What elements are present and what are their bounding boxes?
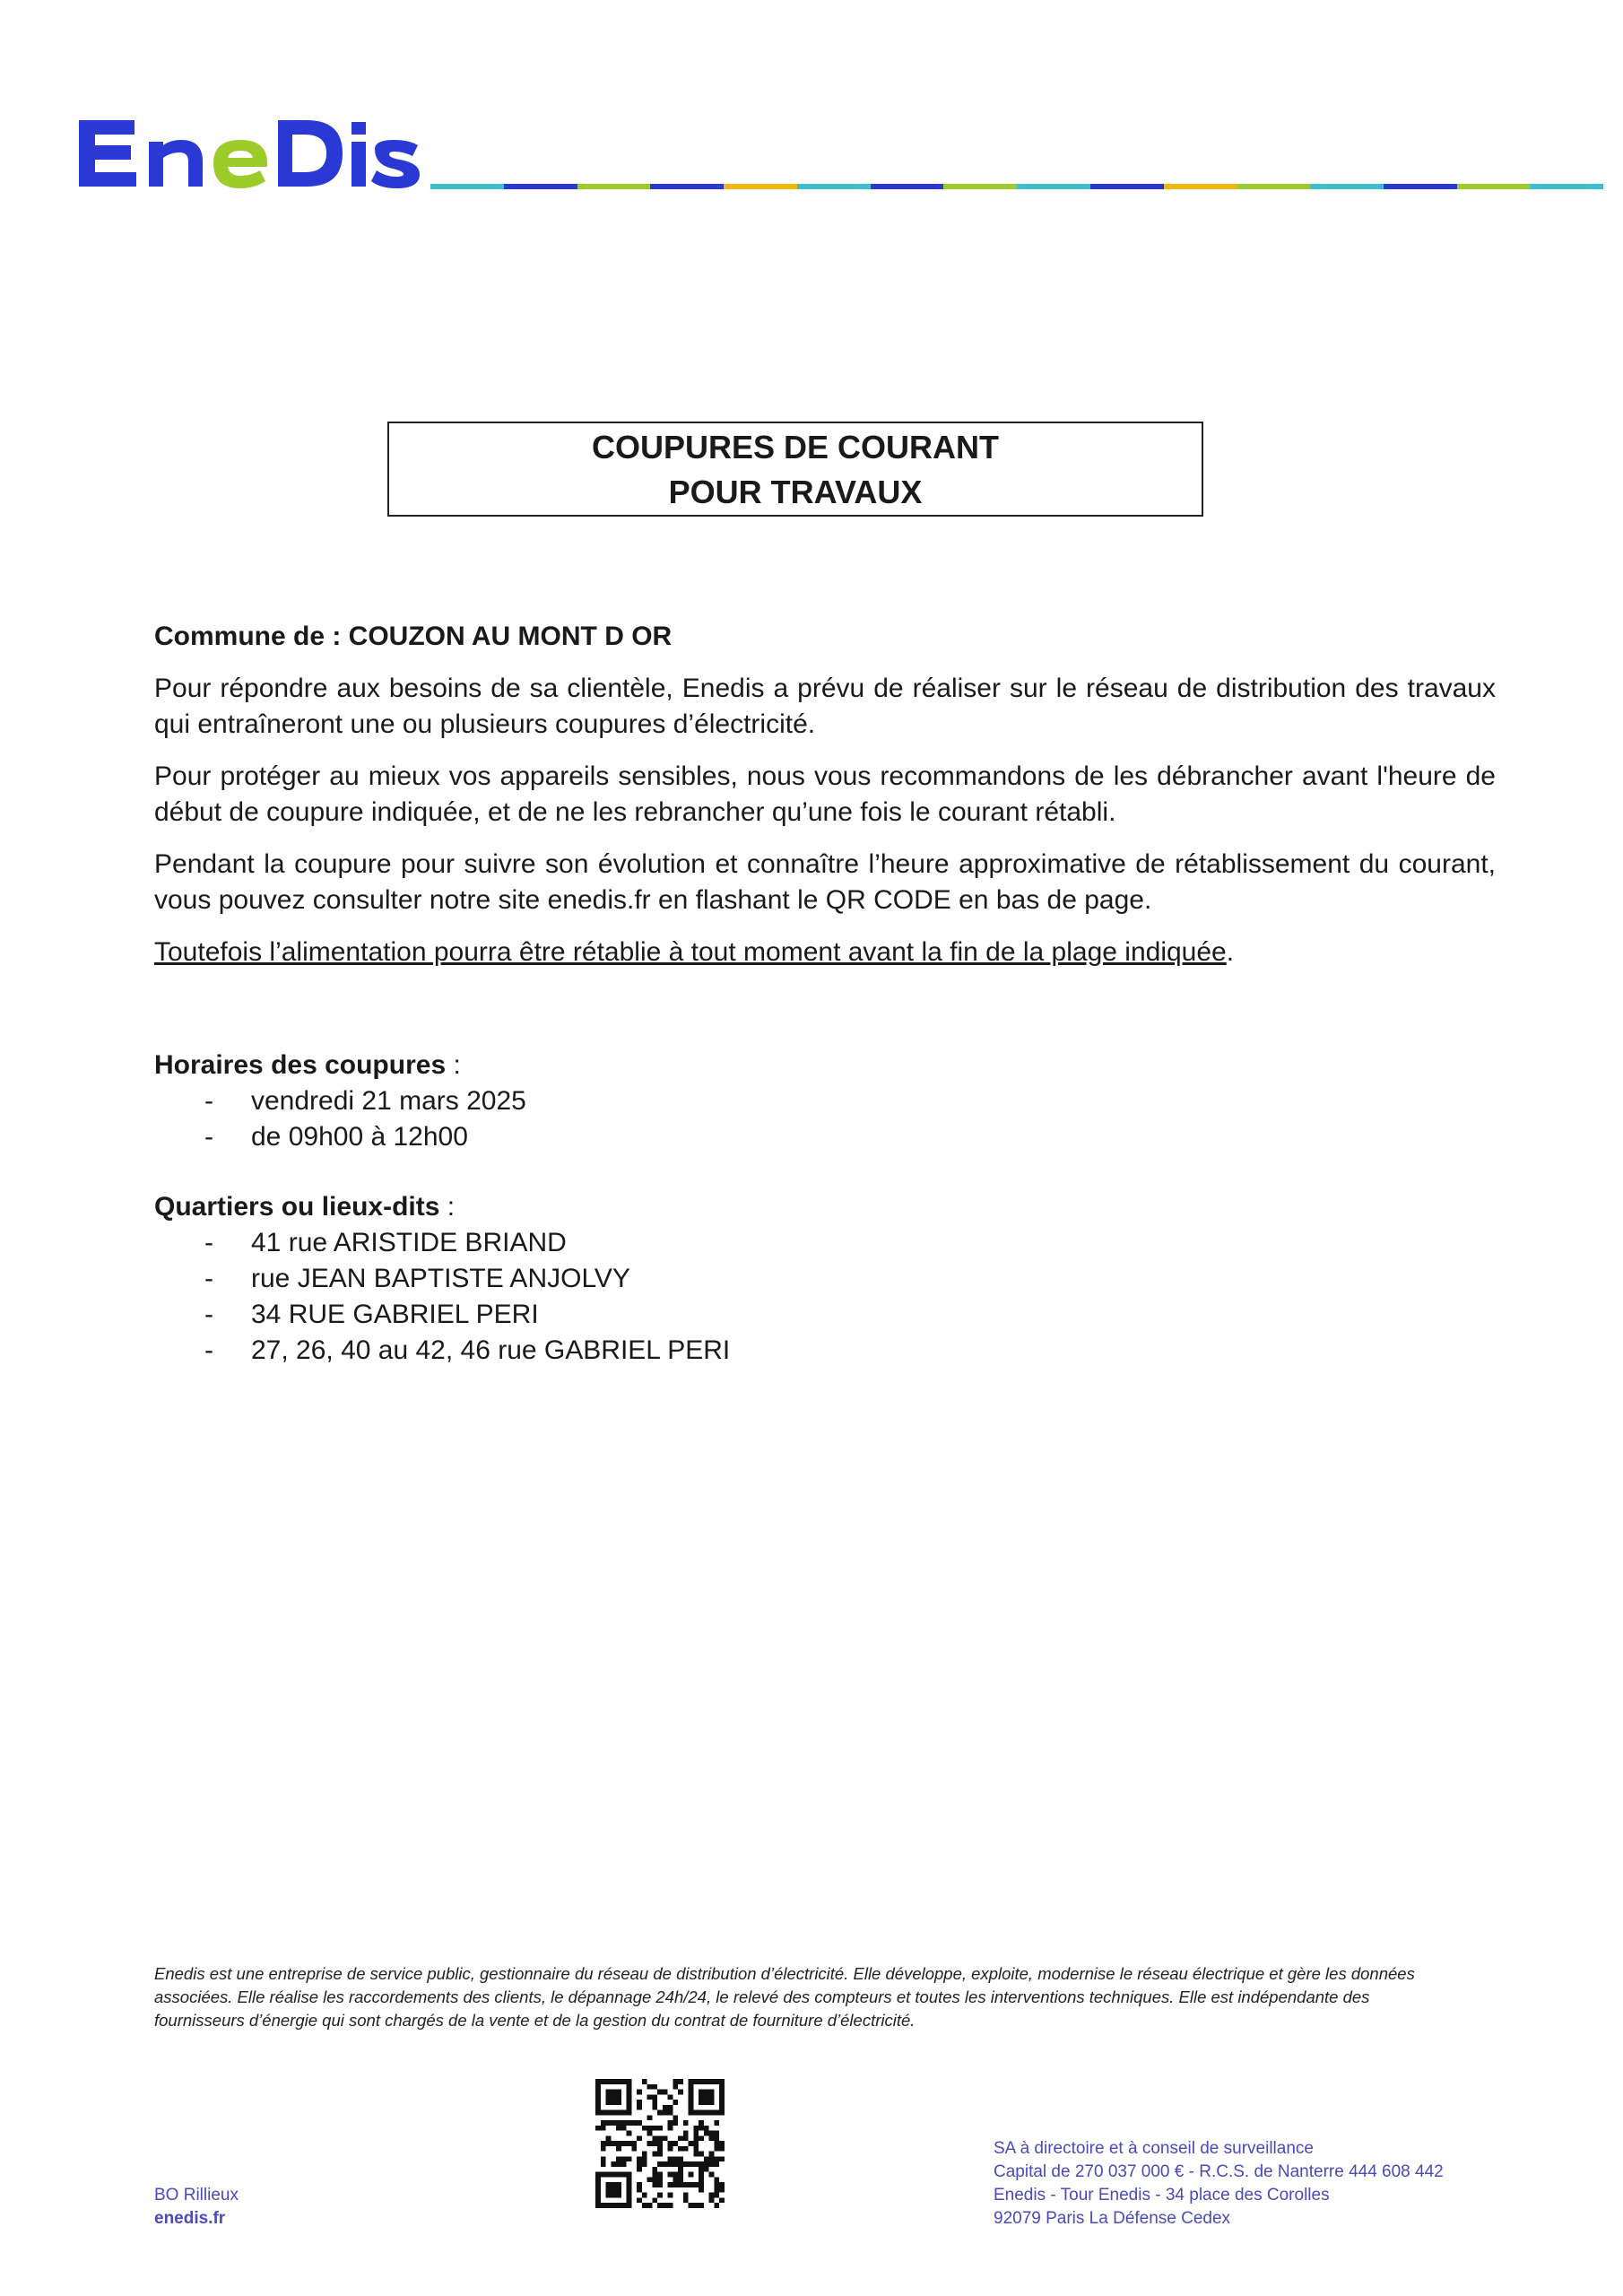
company-disclaimer: Enedis est une entreprise de service public, gestionnaire du réseau de distribution d’électricité. Elle développe, exploite, modernise le réseau électrique et gère les données associées. Elle réalise les raccordements des clients, le dépannage 24h/24, le relevé des compteurs et toutes les interventions techniques. Elle est indépendante des fournisseurs d’énergie qui sont chargés de la vente et de la gestion du contrat de fourniture d’électricité. (154, 1964, 1415, 2030)
schedule-heading (154, 1048, 526, 1083)
dash-bullet: - (204, 1122, 213, 1152)
stripe-segment (724, 184, 797, 189)
notice-period: . (1226, 937, 1235, 967)
schedule-title: Horaires des coupures (154, 1050, 447, 1080)
schedule-time: de 09h00 à 12h00 (251, 1122, 468, 1152)
dash-bullet: - (204, 1264, 213, 1293)
stripe-segment (1457, 184, 1531, 189)
stripe-segment (650, 184, 724, 189)
locations-colon: : (439, 1192, 456, 1222)
paragraph-intro: Pour répondre aux besoins de sa clientèle, Enedis a prévu de réaliser sur le réseau de distribution des travaux qui entraîneront une ou plusieurs coupures d’électricité. (154, 674, 1496, 739)
location-item (154, 1261, 730, 1297)
schedule-item (154, 1119, 526, 1155)
stripe-segment (797, 184, 871, 189)
stripe-segment (1237, 184, 1310, 189)
footer-legal-line: Enedis - Tour Enedis - 34 place des Corolles (994, 2186, 1330, 2205)
brand-color-stripe (430, 184, 1603, 189)
stripe-segment (871, 184, 944, 189)
stripe-segment (1310, 184, 1384, 189)
dash-bullet: - (204, 1228, 213, 1257)
stripe-segment (1384, 184, 1457, 189)
footer-legal-line: 92079 Paris La Défense Cedex (994, 2209, 1231, 2228)
location-item (154, 1333, 730, 1369)
paragraph-tracking: Pendant la coupure pour suivre son évolution et connaître l’heure approximative de rétablissement du courant, vous pouvez consulter notre site enedis.fr en flashant le QR CODE en bas de page. (154, 849, 1496, 915)
locations-heading (154, 1189, 730, 1225)
schedule-section (154, 1048, 526, 1155)
title-line-2: POUR TRAVAUX (668, 474, 923, 510)
location-text: rue JEAN BAPTISTE ANJOLVY (251, 1264, 630, 1293)
footer-office: BO Rillieux (154, 2186, 239, 2205)
location-text: 41 rue ARISTIDE BRIAND (251, 1228, 567, 1257)
stripe-segment (1530, 184, 1603, 189)
stripe-segment (504, 184, 577, 189)
location-text: 27, 26, 40 au 42, 46 rue GABRIEL PERI (251, 1335, 731, 1365)
stripe-segment (1164, 184, 1237, 189)
dash-bullet: - (204, 1335, 213, 1365)
title-box (387, 422, 1203, 517)
enedis-logo (79, 115, 421, 192)
schedule-colon: : (446, 1050, 461, 1080)
notice-body (154, 619, 1496, 970)
qr-code-icon[interactable] (595, 2079, 725, 2208)
locations-title: Quartiers ou lieux-dits (154, 1192, 440, 1222)
locations-section (154, 1189, 730, 1369)
paragraph-advice: Pour protéger au mieux vos appareils sensibles, nous vous recommandons de les débrancher avant l'heure de début de coupure indiquée, et de ne les rebrancher qu’une fois le courant rétabli. (154, 761, 1496, 827)
dash-bullet: - (204, 1086, 213, 1116)
notice-line (154, 935, 1496, 970)
restoration-notice: Toutefois l’alimentation pourra être rétablie à tout moment avant la fin de la plage indiquée (154, 937, 1227, 967)
locations-list (154, 1225, 730, 1369)
schedule-list (154, 1083, 526, 1155)
stripe-segment (1090, 184, 1164, 189)
stripe-segment (943, 184, 1017, 189)
location-item (154, 1297, 730, 1333)
logo-lettering (79, 120, 420, 188)
commune-label: Commune de : COUZON AU MONT D OR (154, 622, 673, 651)
stripe-segment (430, 184, 504, 189)
schedule-date: vendredi 21 mars 2025 (251, 1086, 526, 1116)
footer-left (154, 2184, 239, 2231)
footer-legal (994, 2137, 1444, 2231)
location-text: 34 RUE GABRIEL PERI (251, 1300, 539, 1329)
footer-legal-line: SA à directoire et à conseil de surveillance (994, 2139, 1314, 2158)
footer-site-link[interactable]: enedis.fr (154, 2209, 226, 2228)
dash-bullet: - (204, 1300, 213, 1329)
location-item (154, 1225, 730, 1261)
stripe-segment (1017, 184, 1090, 189)
title-line-1: COUPURES DE COURANT (591, 429, 1000, 465)
stripe-segment (577, 184, 651, 189)
footer-legal-line: Capital de 270 037 000 € - R.C.S. de Nanterre 444 608 442 (994, 2162, 1444, 2181)
schedule-item (154, 1083, 526, 1119)
